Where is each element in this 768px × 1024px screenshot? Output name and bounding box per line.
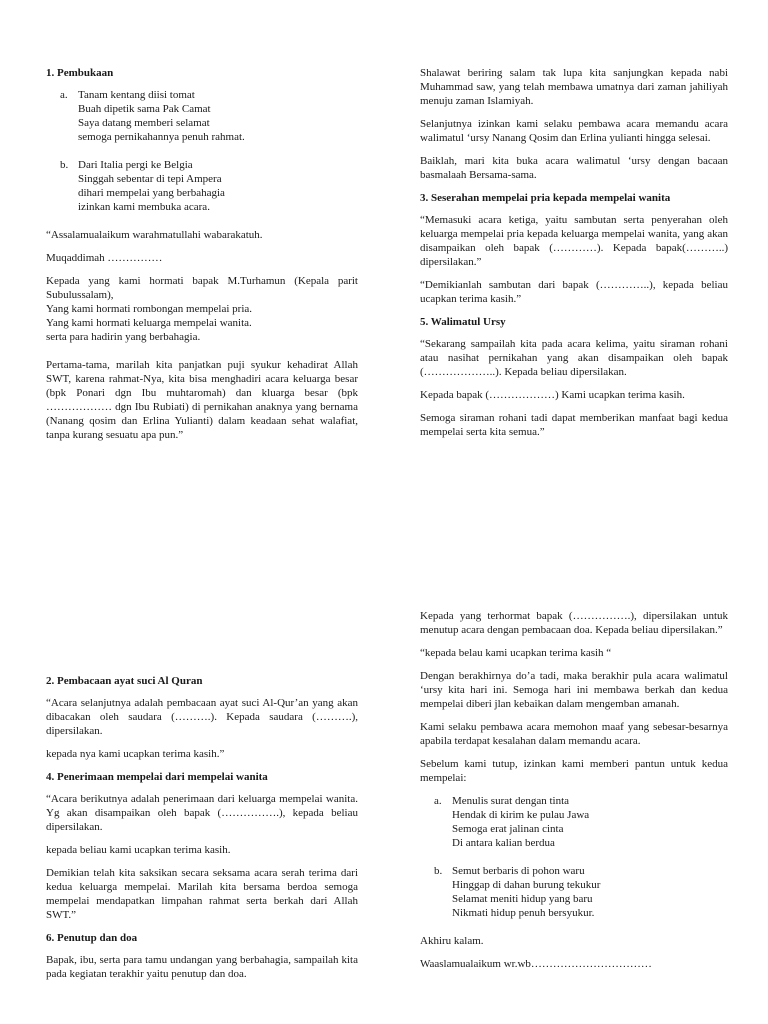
pantun-line: Nikmati hidup penuh bersyukur.: [452, 907, 595, 919]
pantun-line: semoga pernikahannya penuh rahmat.: [78, 131, 245, 143]
paragraph: kepada nya kami ucapkan terima kasih.”: [46, 748, 225, 760]
paragraph: Shalawat beriring salam tak lupa kita sanjungkan kepada nabi Muhammad saw, yang telah membawa umatnya dari zaman jahiliyah menuju zaman Islamiyah.: [420, 67, 728, 107]
closing: Akhiru kalam.: [420, 935, 484, 947]
pantun-marker: a.: [60, 89, 68, 101]
column-top-left: [46, 66, 358, 451]
heading-walimatul-ursy: 5. Walimatul Ursy: [420, 316, 506, 328]
heading-penutup: 6. Penutup dan doa: [46, 932, 138, 944]
muqaddimah: Muqaddimah ……………: [46, 252, 163, 264]
column-top-right: [420, 66, 728, 448]
address-line: Kepada yang kami hormati bapak M.Turhamun (Kepala parit Subulussalam),: [46, 275, 358, 301]
paragraph: Sebelum kami tutup, izinkan kami memberi pantun untuk kedua mempelai:: [420, 758, 728, 784]
pantun-line: Hinggap di dahan burung tekukur: [452, 879, 601, 891]
paragraph: Pertama-tama, marilah kita panjatkan puji syukur kehadirat Allah SWT, karena rahmat-Nya, kita bisa menghadiri acara keluarga besar (bpk Ponari dgn Ibu muhtaromah) dan kluarga besar (bpk ……………… dgn Ibu Rubiati) di pernikahan anaknya yang bernama (Nanang qosim dan Erlina Yulianti) dalam keadaan sehat walafiat, tanpa kurang sesuatu apa pun.”: [46, 359, 358, 441]
address-line: serta para hadirin yang berbahagia.: [46, 331, 201, 343]
heading-seserahan: 3. Seserahan mempelai pria kepada mempelai wanita: [420, 192, 671, 204]
pantun-line: Di antara kalian berdua: [452, 837, 555, 849]
pantun-marker: b.: [434, 865, 443, 877]
pantun-line: Tanam kentang diisi tomat: [78, 89, 195, 101]
pantun-line: Saya datang memberi selamat: [78, 117, 210, 129]
paragraph: “Sekarang sampailah kita pada acara kelima, yaitu siraman rohani atau nasihat pernikahan yang akan disampaikan oleh bapak (………………..). Kepada beliau dipersilakan.: [420, 338, 728, 378]
pantun-line: Menulis surat dengan tinta: [452, 795, 570, 807]
heading-pembacaan-quran: 2. Pembacaan ayat suci Al Quran: [46, 675, 203, 687]
paragraph: Baiklah, mari kita buka acara walimatul ‘ursy dengan bacaan basmalaah Bersama-sama.: [420, 155, 728, 181]
heading-penerimaan: 4. Penerimaan mempelai dari mempelai wanita: [46, 771, 268, 783]
pantun-line: Semoga erat jalinan cinta: [452, 823, 564, 835]
address-line: Yang kami hormati rombongan mempelai pria.: [46, 303, 253, 315]
paragraph: Demikian telah kita saksikan secara seksama acara serah terima dari kedua keluarga mempelai. Marilah kita bersama berdoa semoga mempelai mendapatkan limpahan rahmat serta berkah dari Allah SWT.”: [46, 867, 358, 921]
address-line: Yang kami hormati keluarga mempelai wanita.: [46, 317, 252, 329]
pantun-b: [46, 158, 358, 214]
paragraph: “Acara selanjutnya adalah pembacaan ayat suci Al-Qur’an yang akan dibacakan oleh saudara (……….). Kepada saudara (……….), dipersilakan.: [46, 697, 358, 737]
pantun-line: Singgah sebentar di tepi Ampera: [78, 173, 222, 185]
pantun-a: [420, 794, 728, 850]
pantun-line: Dari Italia pergi ke Belgia: [78, 159, 193, 171]
paragraph: kepada beliau kami ucapkan terima kasih.: [46, 844, 231, 856]
pantun-line: Buah dipetik sama Pak Camat: [78, 103, 211, 115]
column-bottom-right: [420, 609, 728, 980]
paragraph: “Acara berikutnya adalah penerimaan dari keluarga mempelai wanita. Yg akan disampaikan oleh bapak (…………….), kepada beliau dipersilakan.: [46, 793, 358, 833]
paragraph: Bapak, ibu, serta para tamu undangan yang berbahagia, sampailah kita pada kegiatan terakhir yaitu penutup dan doa.: [46, 954, 358, 980]
pantun-marker: b.: [60, 159, 69, 171]
pantun-line: dihari mempelai yang berbahagia: [78, 187, 225, 199]
paragraph: “kepada belau kami ucapkan terima kasih “: [420, 647, 612, 659]
pantun-line: Selamat meniti hidup yang baru: [452, 893, 593, 905]
paragraph: Dengan berakhirnya do’a tadi, maka berakhir pula acara walimatul ‘ursy kita hari ini. Semoga hari ini membawa berkah dan kedua mempelai diberi jlan kebaikan dalam mengemban amanah.: [420, 670, 728, 710]
pantun-line: Semut berbaris di pohon waru: [452, 865, 585, 877]
paragraph: Semoga siraman rohani tadi dapat memberikan manfaat bagi kedua mempelai serta kita semua.”: [420, 412, 728, 438]
paragraph: “Memasuki acara ketiga, yaitu sambutan serta penyerahan oleh keluarga mempelai pria kepada keluarga mempelai wanita, yang akan disampaikan oleh bapak (…………). Kepada bapak(………..) dipersilakan.”: [420, 214, 728, 268]
paragraph: Kepada bapak (………………) Kami ucapkan terima kasih.: [420, 389, 685, 401]
heading-pembukaan: 1. Pembukaan: [46, 67, 114, 79]
paragraph: Selanjutnya izinkan kami selaku pembawa acara memandu acara walimatul ‘ursy Nanang Qosim dan Erlina yulianti hingga selesai.: [420, 118, 728, 144]
closing-salam: Waaslamualaikum wr.wb……………………………: [420, 958, 652, 970]
pantun-line: izinkan kami membuka acara.: [78, 201, 210, 213]
pantun-marker: a.: [434, 795, 442, 807]
column-bottom-left: [46, 674, 358, 990]
paragraph: Kami selaku pembawa acara memohon maaf yang sebesar-besarnya apabila terdapat kesalahan dalam memandu acara.: [420, 721, 728, 747]
pantun-line: Hendak di kirim ke pulau Jawa: [452, 809, 590, 821]
pantun-b: [420, 864, 728, 920]
pantun-a: [46, 88, 358, 144]
paragraph: “Demikianlah sambutan dari bapak (…………..), kepada beliau ucapkan terima kasih.”: [420, 279, 728, 305]
greeting: “Assalamualaikum warahmatullahi wabarakatuh.: [46, 229, 263, 241]
paragraph: Kepada yang terhormat bapak (…………….), dipersilakan untuk menutup acara dengan pembacaan doa. Kepada beliau dipersilakan.”: [420, 610, 728, 636]
